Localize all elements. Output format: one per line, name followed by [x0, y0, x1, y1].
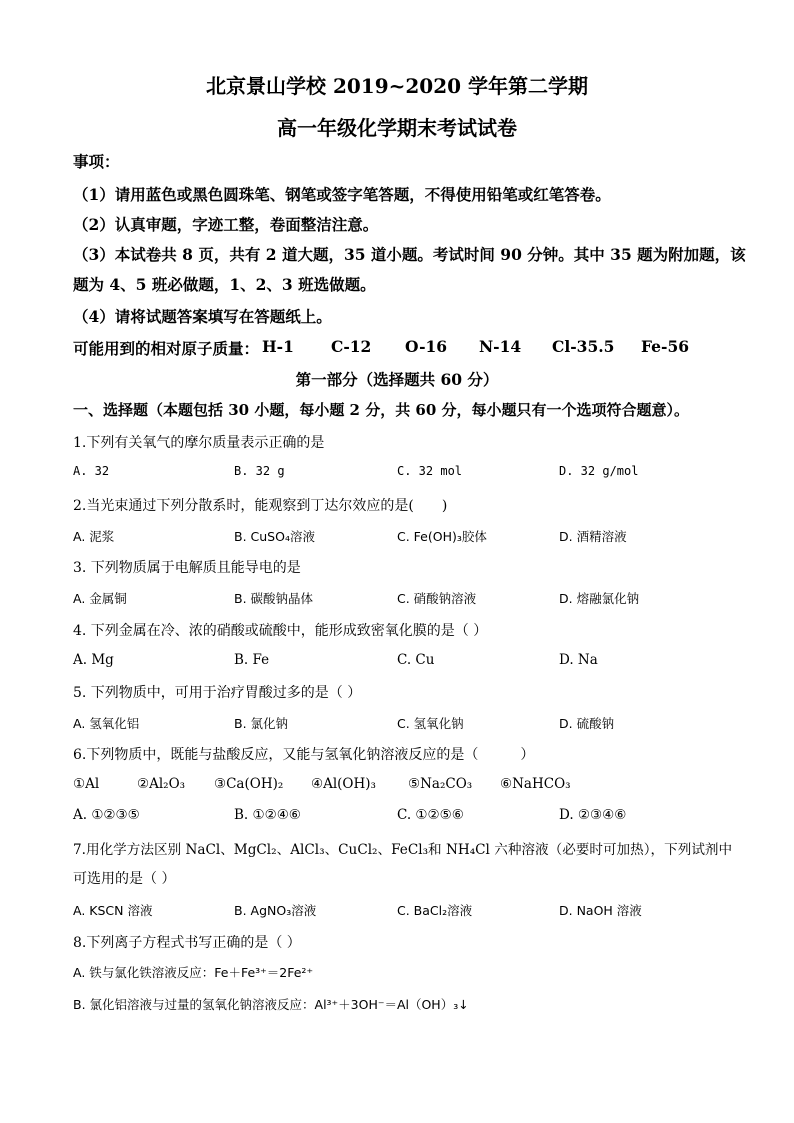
- q3-option-a: A. 金属铜: [73, 591, 127, 606]
- q7-option-c: C. BaCl₂溶液: [397, 903, 473, 918]
- question-stem-7: 7.用化学方法区别 NaCl、MgCl₂、AlCl₃、CuCl₂、FeCl₃和 NH₄Cl 六种溶液（必要时可加热），下列试剂中: [73, 842, 733, 858]
- q5-option-a: A. 氢氧化铝: [73, 716, 140, 731]
- part1-heading: 第一部分（选择题共 60 分）: [295, 370, 499, 389]
- q3-option-d: D. 熔融氯化钠: [559, 591, 640, 606]
- atomic-mass-fe: Fe-56: [641, 337, 690, 356]
- section-heading: 一、选择题（本题包括 30 小题，每小题 2 分，共 60 分，每小题只有一个选项符合题意）。: [73, 401, 690, 419]
- q5-option-c: C. 氢氧化钠: [397, 716, 464, 731]
- q7-option-b: B. AgNO₃溶液: [234, 903, 317, 918]
- note-item-3: （3）本试卷共 8 页，共有 2 道大题，35 道小题。考试时间 90 分钟。其中 35 题为附加题，该: [73, 245, 746, 264]
- q1-option-c: C. 32 mol: [397, 464, 463, 478]
- q4-option-b: B. Fe: [234, 652, 270, 668]
- q6-item-6: ⑥NaHCO₃: [500, 776, 571, 792]
- note-item-2: （2）认真审题，字迹工整，卷面整洁注意。: [73, 215, 379, 234]
- q8-option-b: B. 氯化铝溶液与过量的氢氧化钠溶液反应：Al³⁺＋3OH⁻＝Al（OH）₃↓: [73, 997, 469, 1012]
- q6-item-2: ②Al₂O₃: [137, 776, 186, 792]
- q2-option-a: A. 泥浆: [73, 529, 115, 544]
- q8-option-a: A. 铁与氯化铁溶液反应：Fe＋Fe³⁺＝2Fe²⁺: [73, 965, 314, 980]
- q6-item-4: ④Al(OH)₃: [311, 776, 376, 792]
- q6-item-3: ③Ca(OH)₂: [214, 776, 284, 792]
- q6-item-1: ①Al: [73, 776, 100, 792]
- q7-option-a: A. KSCN 溶液: [73, 903, 153, 918]
- exam-title-line1: 北京景山学校 2019~2020 学年第二学期: [205, 74, 588, 98]
- q5-option-d: D. 硫酸钠: [559, 716, 615, 731]
- note-item-1: （1）请用蓝色或黑色圆珠笔、钢笔或签字笔答题，不得使用铅笔或红笔答卷。: [73, 185, 611, 204]
- q1-option-b: B. 32 g: [234, 464, 285, 478]
- q4-option-d: D. Na: [559, 652, 598, 668]
- question-stem-8: 8.下列离子方程式书写正确的是（ ）: [73, 935, 301, 951]
- q2-option-c: C. Fe(OH)₃胶体: [397, 529, 487, 544]
- q4-option-a: A. Mg: [73, 652, 114, 668]
- atomic-mass-h: H-1: [262, 337, 294, 356]
- q3-option-b: B. 碳酸钠晶体: [234, 591, 314, 606]
- question-stem-3: 3. 下列物质属于电解质且能导电的是: [73, 560, 301, 576]
- note-item-3-cont: 题为 4、5 班必做题，1、2、3 班选做题。: [73, 275, 376, 294]
- q2-option-d: D. 酒精溶液: [559, 529, 627, 544]
- q6-option-b: B. ①②④⑥: [234, 807, 301, 823]
- atomic-mass-n: N-14: [479, 337, 522, 356]
- note-item-4: （4）请将试题答案填写在答题纸上。: [73, 307, 332, 326]
- atomic-mass-cl: Cl-35.5: [552, 337, 615, 356]
- question-stem-6: 6.下列物质中，既能与盐酸反应，又能与氢氧化钠溶液反应的是（ ）: [73, 747, 535, 763]
- atomic-mass-c: C-12: [331, 337, 372, 356]
- question-stem-4: 4. 下列金属在冷、浓的硝酸或硫酸中，能形成致密氧化膜的是（ ）: [73, 623, 488, 639]
- question-stem-2: 2.当光束通过下列分散系时，能观察到丁达尔效应的是( ): [73, 498, 448, 514]
- atomic-mass-label: 可能用到的相对原子质量：: [73, 339, 260, 358]
- question-stem-7-cont: 可选用的是（ ）: [73, 871, 176, 887]
- q1-option-a: A. 32: [73, 464, 110, 478]
- question-stem-1: 1.下列有关氧气的摩尔质量表示正确的是: [73, 435, 325, 451]
- q2-option-b: B. CuSO₄溶液: [234, 529, 315, 544]
- q5-option-b: B. 氯化钠: [234, 716, 289, 731]
- q6-item-5: ⑤Na₂CO₃: [408, 776, 473, 792]
- q7-option-d: D. NaOH 溶液: [559, 903, 642, 918]
- q4-option-c: C. Cu: [397, 652, 435, 668]
- question-stem-5: 5. 下列物质中，可用于治疗胃酸过多的是（ ）: [73, 685, 362, 701]
- q6-option-d: D. ②③④⑥: [559, 807, 627, 823]
- notes-heading: 事项：: [73, 152, 120, 171]
- atomic-mass-o: O-16: [405, 337, 448, 356]
- q3-option-c: C. 硝酸钠溶液: [397, 591, 477, 606]
- exam-title-line2: 高一年级化学期末考试试卷: [277, 116, 517, 140]
- q6-option-a: A. ①②③⑤: [73, 807, 140, 823]
- q1-option-d: D. 32 g/mol: [559, 464, 639, 478]
- q6-option-c: C. ①②⑤⑥: [397, 807, 464, 823]
